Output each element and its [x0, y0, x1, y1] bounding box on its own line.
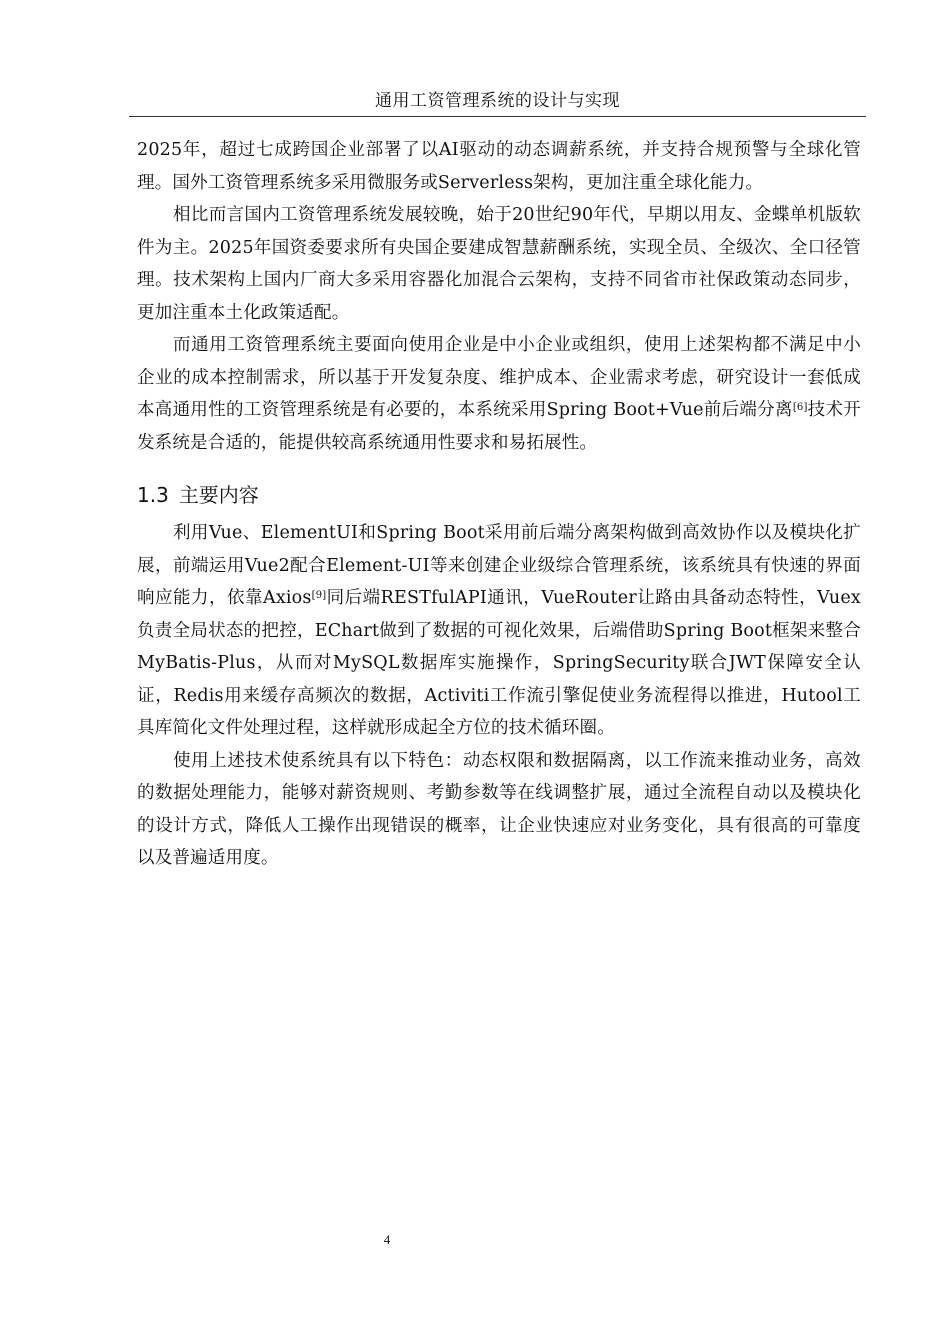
paragraph-global-systems: 2025年，超过七成跨国企业部署了以AI驱动的动态调薪系统，并支持合规预警与全球化管理。国外工资管理系统多采用微服务或Serverless架构，更加注重全球化能力。: [137, 140, 861, 193]
section-number: 1.3: [137, 483, 169, 507]
page-number: 4: [383, 1232, 391, 1247]
paragraph-tech-stack: [137, 517, 861, 745]
running-header-title: 通用工资管理系统的设计与实现: [375, 91, 620, 111]
paragraph-text-part-b: 同后端RESTfulAPI通讯，VueRouter让路由具备动态特性，Vuex负责全局状态的把控，EChart做到了数据的可视化效果，后端借助Spring Boot框架来整合MyBatis-Plus，从而对MySQL数据库实施操作，SpringSecurity联合JWT保障安全认证，Redis用来缓存高频次的数据，Activiti工作流引擎促使业务流程得以推进，Hutool工具库简化文件处理过程，这样就形成起全方位的技术循环圈。: [137, 588, 861, 738]
citation-reference: [9]: [311, 590, 327, 601]
paragraph-system-features: 使用上述技术使系统具有以下特色：动态权限和数据隔离，以工作流来推动业务，高效的数据处理能力，能够对薪资规则、考勤参数等在线调整扩展，通过全流程自动以及模块化的设计方式，降低人工操作出现错误的概率，让企业快速应对业务变化，具有很高的可靠度以及普遍适用度。: [137, 750, 861, 868]
paragraph-text-part-b: 技术开发系统是合适的，能提供较高系统通用性要求和易拓展性。: [137, 400, 862, 453]
paragraph-research-motivation: [137, 329, 861, 459]
citation-reference: [6]: [792, 402, 808, 413]
page-body: [137, 134, 861, 875]
paragraph-domestic-systems: 相比而言国内工资管理系统发展较晚，始于20世纪90年代，早期以用友、金蝶单机版软件为主。2025年国资委要求所有央国企要建成智慧薪酬系统，实现全员、全级次、全口径管理。技术架构上国内厂商大多采用容器化加混合云架构，支持不同省市社保政策动态同步，更加注重本土化政策适配。: [137, 205, 861, 323]
paragraph-text-part-a: 利用Vue、ElementUI和Spring Boot采用前后端分离架构做到高效协作以及模块化扩展，前端运用Vue2配合Element-UI等来创建企业级综合管理系统，该系统具有快速的界面响应能力，依靠Axios: [137, 523, 861, 608]
section-title: 主要内容: [178, 483, 259, 507]
section-heading: [137, 477, 861, 513]
paragraph-text-part-a: 而通用工资管理系统主要面向使用企业是中小企业或组织，使用上述架构都不满足中小企业的成本控制需求，所以基于开发复杂度、维护成本、企业需求考虑，研究设计一套低成本高通用性的工资管理系统是有必要的，本系统采用Spring Boot+Vue前后端分离: [137, 335, 861, 420]
page-header: [129, 88, 866, 117]
